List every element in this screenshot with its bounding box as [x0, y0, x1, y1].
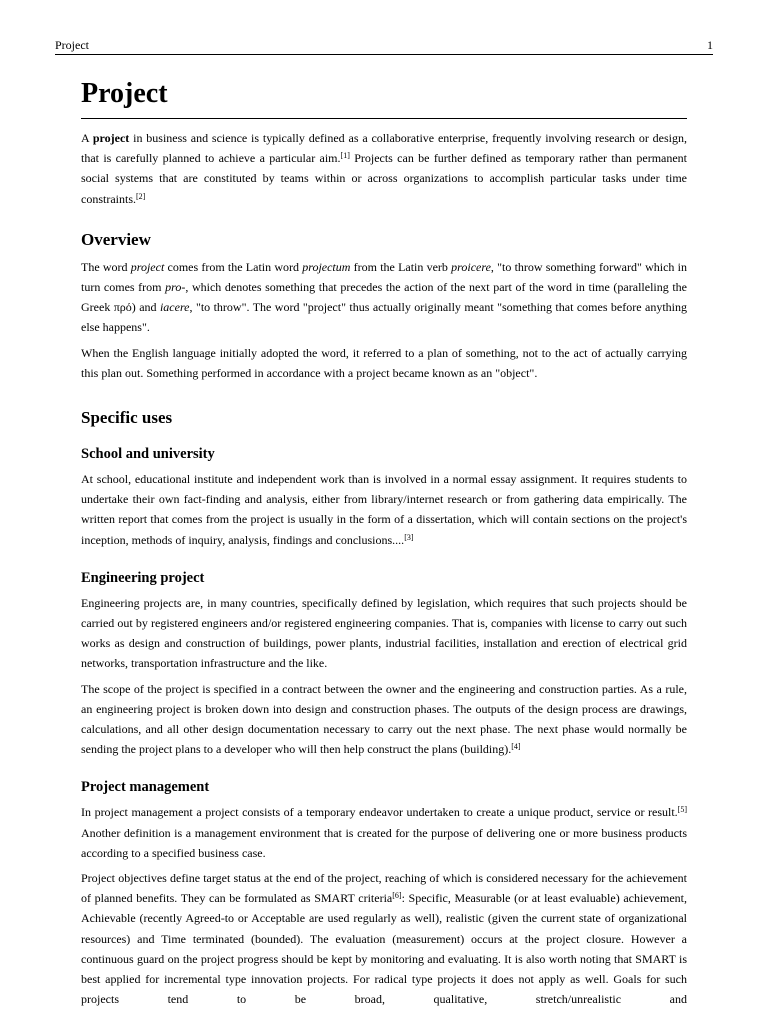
- section-heading-overview: Overview: [81, 229, 151, 249]
- management-text-3: Project objectives define target status at the end of the project, reaching of which is considered necessary for the achievement of planned benefits. They can be formulated as SMART criteria: [81, 871, 687, 906]
- overview-text-5: , which denotes something that precedes the action of the next part of the word in time (paralleling the Greek πρό) and: [81, 280, 687, 315]
- intro-text-2: in business and science is typically defined as a collaborative enterprise, frequently involving research or design, that is carefully planned to achieve a particular aim.: [81, 131, 687, 166]
- overview-text-2: comes from the Latin word: [164, 259, 303, 274]
- management-paragraph-2: [81, 868, 687, 1009]
- engineering-text-2: The scope of the project is specified in a contract between the owner and the engineering and construction parties. As a rule, an engineering project is broken down into design and construction phases. The outputs of the design process are drawings, calculations, and all other design documentation necessary to carry out the next phase. The next phase would normally be sending the project plans to a developer who will then help construct the plans (building).: [81, 681, 687, 757]
- management-paragraph-1: [81, 802, 687, 863]
- overview-text-3: from the Latin verb: [350, 259, 452, 274]
- intro-text-3: Projects can be further defined as temporary rather than permanent social systems that are constituted by teams within or across organizations to accomplish particular tasks under time constraints.: [81, 151, 688, 206]
- school-paragraph: [81, 469, 687, 550]
- school-text: At school, educational institute and independent work than is involved in a normal essay assignment. It requires students to undertake their own fact-finding and analysis, either from library/internet research or from gathering data empirically. The written report that comes from the project is usually in the form of a dissertation, which will contain sections on the project's inception, methods of inquiry, analysis, findings and conclusions....: [81, 472, 687, 547]
- overview-paragraph-1: [81, 257, 687, 338]
- subsection-heading-management: Project management: [81, 779, 210, 796]
- section-heading-specific-uses: Specific uses: [81, 408, 173, 428]
- overview-italic-3: proicere: [451, 259, 491, 274]
- overview-text-1: The word: [81, 259, 131, 274]
- management-text-2: Another definition is a management environment that is created for the purpose of delivering one or more business products according to a specified business case.: [81, 825, 687, 860]
- running-header: [55, 38, 713, 55]
- citation-ref-3[interactable]: [3]: [404, 532, 414, 542]
- intro-paragraph: [81, 128, 687, 209]
- subsection-heading-school: School and university: [81, 446, 215, 463]
- overview-text-6: , "to throw". The word "project" thus actually originally meant "something that comes before anything else happens".: [81, 300, 687, 335]
- management-text-4: : Specific, Measurable (or at least evaluable) achievement, Achievable (recently Agreed-to or Acceptable are used regularly as well), realistic (given the current state of organizational resources) and Time terminated (bounded). The evaluation (measurement) occurs at the project closure. However a continuous guard on the project progress should be kept by monitoring and evaluating. It is also worth noting that SMART is best applied for incremental type innovation projects. For radical type projects it does not apply as well. Goals for such projects tend to be broad, qualitative, stretch/unrealistic and: [81, 891, 687, 1007]
- overview-italic-1: project: [130, 259, 165, 274]
- overview-paragraph-2: When the English language initially adopted the word, it referred to a plan of something, not to the act of actually carrying this plan out. Something performed in accordance with a project became known as an "object".: [81, 345, 687, 380]
- citation-ref-2[interactable]: [2]: [136, 191, 146, 201]
- citation-ref-4[interactable]: [4]: [511, 742, 521, 752]
- overview-text-4: , "to throw something forward" which in turn comes from: [81, 259, 687, 295]
- overview-italic-5: iacere: [159, 300, 190, 315]
- citation-ref-1[interactable]: [1]: [340, 151, 350, 161]
- page-title: Project: [81, 76, 687, 119]
- overview-italic-4: pro-: [165, 280, 186, 295]
- engineering-paragraph-1: Engineering projects are, in many countries, specifically defined by legislation, which requires that such projects should be carried out by registered engineers and/or registered engineering companies. That is, companies with license to carry out such works as design and construction of buildings, power plants, industrial facilities, installation and erection of electrical grid networks, transportation infrastructure and the like.: [81, 595, 687, 671]
- management-text-1: In project management a project consists of a temporary endeavor undertaken to create a unique product, service or result.: [81, 805, 678, 820]
- intro-bold-project: project: [92, 131, 130, 145]
- running-header-title: Project: [55, 38, 89, 52]
- citation-ref-6[interactable]: [6]: [392, 891, 402, 901]
- citation-ref-5[interactable]: [5]: [677, 805, 687, 815]
- article-body: [81, 76, 687, 1010]
- engineering-paragraph-2: [81, 679, 687, 760]
- subsection-heading-engineering: Engineering project: [81, 569, 205, 586]
- overview-italic-2: projectum: [302, 259, 351, 274]
- page-number: 1: [707, 38, 713, 52]
- intro-text-1: A: [81, 131, 93, 145]
